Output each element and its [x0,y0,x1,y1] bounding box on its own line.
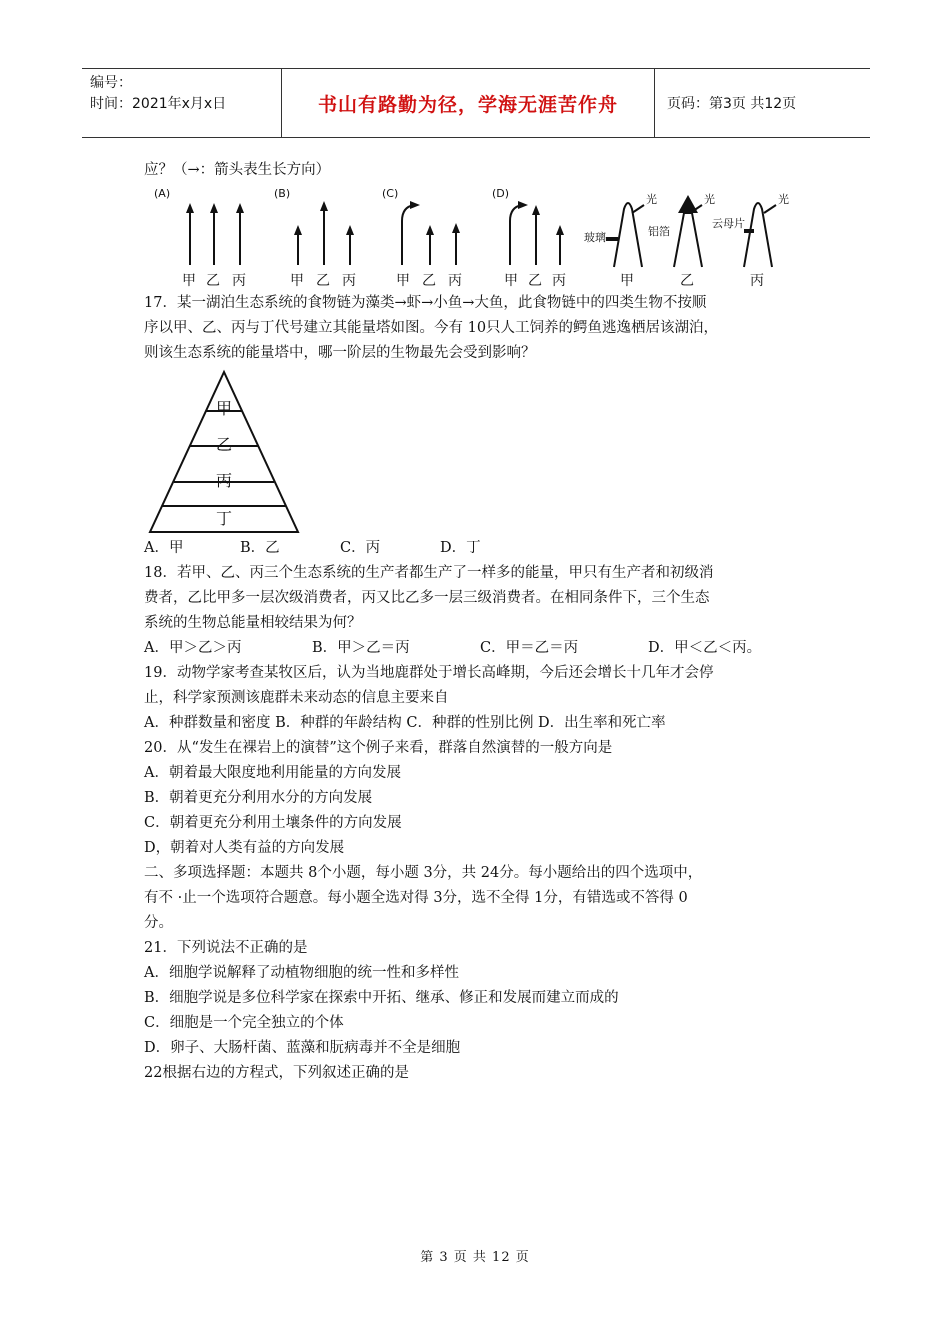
q20-option-a: A．朝着最大限度地利用能量的方向发展 [144,765,401,781]
page-content [144,158,820,1086]
q20-stem: 20．从“发生在裸岩上的演替”这个例子来看，群落自然演替的一般方向是 [144,740,613,756]
q19-line-2: 止，科学家预测该鹿群未来动态的信息主要来自 [144,690,449,706]
q17-line-1: 17．某一湖泊生态系统的食物链为藻类→虾→小鱼→大鱼，此食物链中的四类生物不按顺 [144,295,707,311]
q21-option-c: C．细胞是一个完全独立的个体 [144,1015,344,1031]
fig-option-c: (C) [382,187,399,200]
fig-c-yi: 乙 [422,273,436,289]
fig-material-foil: 铝箔 [648,225,670,238]
fig-material-mica: 云母片 [712,217,745,230]
fig-a-bing: 丙 [232,273,246,289]
q18-option-b: B．甲＞乙＝丙 [312,640,410,656]
fig-d-jia: 甲 [504,273,518,289]
header-page-info: 页码：第3页 共12页 [667,96,797,112]
fig-b-yi: 乙 [316,273,330,289]
fig-b-jia: 甲 [290,273,304,289]
fig-b-bing: 丙 [342,273,356,289]
section2-line-1: 二、多项选择题：本题共 8个小题，每小题 3分，共 24分。每小题给出的四个选项中， [144,865,703,881]
q17-options [144,536,820,561]
q18-option-a: A．甲＞乙＞丙 [144,640,242,656]
fig-light-3: 光 [778,193,789,206]
time-label: 时间：2021年x月x日 [90,96,227,112]
fig-d-yi: 乙 [528,273,542,289]
fig-a-yi: 乙 [206,273,220,289]
fig-option-d: (D) [492,187,510,200]
q21-option-d: D．卵子、大肠杆菌、蓝藻和朊病毒并不全是细胞 [144,1040,461,1056]
page-header [82,68,870,138]
q16-tail: 应？（→：箭头表生长方向） [144,162,331,178]
q18-line-2: 费者，乙比甲多一层次级消费者，丙又比乙多一层三级消费者。在相同条件下，三个生态 [144,590,710,606]
q17-line-2: 序以甲、乙、丙与丁代号建立其能量塔如图。今有 10只人工饲养的鳄鱼逃逸栖居该湖泊， [144,320,719,336]
q19-line-1: 19．动物学家考查某牧区后，认为当地鹿群处于增长高峰期，今后还会增长十几年才会停 [144,665,714,681]
q20-option-b: B．朝着更充分利用水分的方向发展 [144,790,373,806]
fig-plant-bing: 丙 [750,273,764,289]
q17-line-3: 则该生态系统的能量塔中，哪一阶层的生物最先会受到影响？ [144,345,536,361]
fig-d-bing: 丙 [552,273,566,289]
q18-option-c: C．甲＝乙＝丙 [480,640,579,656]
q18-line-3: 系统的生物总能量相较结果为何？ [144,615,362,631]
q21-stem: 21．下列说法不正确的是 [144,940,308,956]
fig-material-glass: 玻璃 [584,231,606,244]
q19-options: A．种群数量和密度 B．种群的年龄结构 C．种群的性别比例 D．出生率和死亡率 [144,715,666,731]
section2-line-2: 有不 ·止一个选项符合题意。每小题全选对得 3分，选不全得 1分，有错选或不答得 0 [144,890,688,906]
q18-option-d: D．甲＜乙＜丙。 [648,640,762,656]
fig-light-1: 光 [646,193,657,206]
q21-option-a: A．细胞学说解释了动植物细胞的统一性和多样性 [144,965,459,981]
q21-option-b: B．细胞学说是多位科学家在探索中开拓、继承、修正和发展而建立而成的 [144,990,619,1006]
pyramid-layer-yi: 乙 [215,435,233,454]
q20-option-c: C．朝着更充分利用土壤条件的方向发展 [144,815,402,831]
q22-stem: 22根据右边的方程式，下列叙述正确的是 [144,1065,409,1081]
pyramid-layer-ding: 丁 [215,509,233,528]
fig-plant-jia: 甲 [620,273,634,289]
q18-line-1: 18．若甲、乙、丙三个生态系统的生产者都生产了一样多的能量，甲只有生产者和初级消 [144,565,714,581]
fig-option-a: (A) [154,187,171,200]
fig-a-jia: 甲 [182,273,196,289]
section2-line-3: 分。 [144,915,173,931]
number-label: 编号： [90,75,132,91]
header-motto: 书山有路勤为径，学海无涯苦作舟 [282,69,655,137]
fig-option-b: (B) [274,187,291,200]
q17-option-b: B．乙 [240,540,280,556]
fig-light-2: 光 [704,193,715,206]
q17-option-a: A．甲 [144,540,184,556]
q17-option-d: D．丁 [440,540,481,556]
header-meta [82,69,282,137]
fig-c-jia: 甲 [396,273,410,289]
pyramid-layer-bing: 丙 [215,471,233,490]
energy-pyramid-figure [144,366,304,536]
q18-options [144,636,820,661]
fig-plant-yi: 乙 [680,273,694,289]
q20-option-d: D，朝着对人类有益的方向发展 [144,840,345,856]
q16-figure [144,183,820,291]
pyramid-layer-jia: 甲 [215,399,233,418]
q17-option-c: C．丙 [340,540,381,556]
fig-c-bing: 丙 [448,273,462,289]
page-footer: 第 3 页 共 12 页 [420,1250,530,1265]
